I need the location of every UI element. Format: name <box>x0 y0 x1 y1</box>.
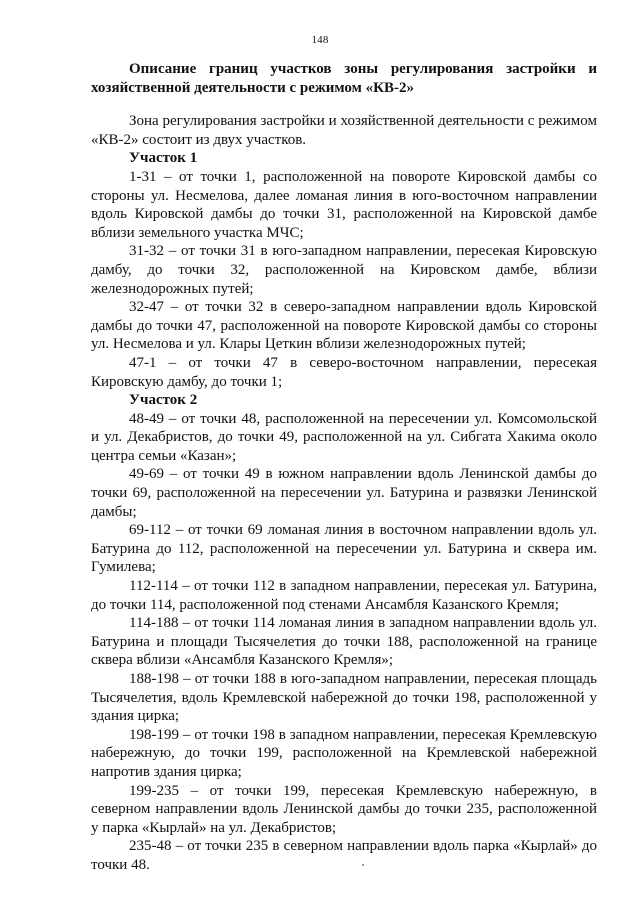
boundary-segment: 1-31 – от точки 1, расположенной на повороте Кировской дамбы со стороны ул. Несмелова, далее ломаная линия в юго-восточном направлении вдоль Кировской дамбы до точки 31, расположенной на Кировской дамбе вблизи земельного участка МЧС; <box>91 168 597 241</box>
boundary-segment: 112-114 – от точки 112 в западном направлении, пересекая ул. Батурина, до точки 114, расположенной под стенами Ансамбля Казанского Кремля; <box>91 578 597 613</box>
boundary-segment: 188-198 – от точки 188 в юго-западном направлении, пересекая площадь Тысячелетия, вдоль Кремлевской набережной до точки 198, расположенной у здания цирка; <box>91 671 597 725</box>
boundary-segment: 31-32 – от точки 31 в юго-западном направлении, пересекая Кировскую дамбу, до точки 32, расположенной на Кировском дамбе, вблизи железнодорожных путей; <box>91 243 597 297</box>
boundary-segment: 69-112 – от точки 69 ломаная линия в восточном направлении вдоль ул. Батурина до 112, расположенной на пересечении ул. Батурина и сквера им. Гумилева; <box>91 522 597 576</box>
boundary-segment: 199-235 – от точки 199, пересекая Кремлевскую набережную, в северном направлении вдоль Ленинской дамбы до точки 235, расположенной у парка «Кырлай» на ул. Декабристов; <box>91 782 597 836</box>
document-body <box>91 60 597 875</box>
boundary-segment: 49-69 – от точки 49 в южном направлении вдоль Ленинской дамбы до точки 69, расположенной на пересечении ул. Батурина и развязки Ленинской дамбы; <box>91 466 597 520</box>
boundary-segment: 235-48 – от точки 235 в северном направлении вдоль парка «Кырлай» до точки 48. <box>91 838 597 873</box>
scan-speck <box>362 864 364 866</box>
boundary-segment: 47-1 – от точки 47 в северо-восточном направлении, пересекая Кировскую дамбу, до точки 1; <box>91 354 597 390</box>
document-title: Описание границ участков зоны регулирования застройки и хозяйственной деятельности с режимом «КВ-2» <box>91 61 597 96</box>
boundary-segment: 32-47 – от точки 32 в северо-западном направлении вдоль Кировской дамбы до точки 47, расположенной на повороте Кировской дамбы со стороны ул. Несмелова и ул. Клары Цеткин вблизи железнодорожных путей; <box>91 299 597 353</box>
section-heading-1: Участок 1 <box>129 150 198 167</box>
section-heading-2: Участок 2 <box>129 392 198 409</box>
boundary-segment: 48-49 – от точки 48, расположенной на пересечении ул. Комсомольской и ул. Декабристов, до точки 49, расположенной на ул. Сибгата Хакима около центра семьи «Казан»; <box>91 410 597 464</box>
intro-paragraph: Зона регулирования застройки и хозяйственной деятельности с режимом «КВ-2» состоит из двух участков. <box>91 113 597 148</box>
boundary-segment: 114-188 – от точки 114 ломаная линия в западном направлении вдоль ул. Батурина и площади Тысячелетия до точки 188, расположенной на границе сквера вблизи «Ансамбля Казанского Кремля»; <box>91 615 597 669</box>
boundary-segment: 198-199 – от точки 198 в западном направлении, пересекая Кремлевскую набережную, до точки 199, расположенной на Кремлевской набережной напротив здания цирка; <box>91 726 597 780</box>
page-number: 148 <box>311 34 329 46</box>
